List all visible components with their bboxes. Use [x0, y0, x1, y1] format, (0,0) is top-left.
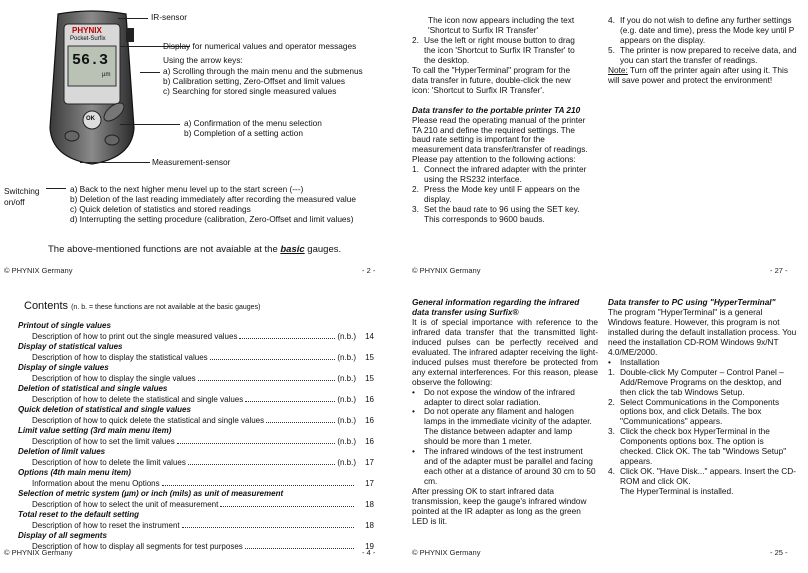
- installed-text: The HyperTerminal is installed.: [620, 486, 734, 497]
- toc-desc: Description of how to display all segments for test purposes: [32, 541, 243, 551]
- toc-page: 14: [365, 331, 374, 341]
- step-text: Double-click My Computer – Control Panel – Add/Remove Programs on the desktop, and then click the tab Windows Setup.: [620, 366, 784, 397]
- ir-after: After pressing OK to start infrared data transmission, keep the gauge's infrared window pointed at the IR adapter as long as the green LED is lit.: [412, 486, 587, 526]
- footer-page-number: - 4 -: [362, 548, 376, 557]
- toc-leader: [177, 437, 336, 445]
- toc-page: 19: [365, 541, 374, 551]
- page27-left-column: [412, 16, 588, 225]
- toc-nb: (n.b.): [337, 352, 356, 362]
- toc-desc: Description of how to reset the instrument: [32, 520, 180, 530]
- step-number: 4.: [608, 15, 615, 25]
- label-mode-item: d) Interrupting the setting procedure (calibration, Zero-Offset and limit values): [70, 214, 354, 224]
- basic-note-text: The above-mentioned functions are not avaiable at the: [48, 244, 281, 255]
- toc-entry: [32, 353, 374, 363]
- label-switching: Switching: [4, 186, 40, 196]
- toc-heading: Deletion of statistical and single values: [18, 384, 168, 393]
- step-text: Connect the infrared adapter with the printer using the RS232 interface.: [424, 164, 587, 185]
- toc-heading: Printout of single values: [18, 321, 111, 330]
- device-ok-key: OK: [86, 116, 95, 122]
- label-arrow-item: c) Searching for stored single measured values: [163, 86, 337, 96]
- toc-nb: (n.b.): [337, 331, 356, 341]
- step-text: Click OK. "Have Disk..." appears. Insert the CD-ROM and click OK.: [620, 466, 797, 487]
- label-switching: on/off: [4, 197, 25, 207]
- toc-page: 16: [365, 436, 374, 446]
- intro-line: 'Shortcut to Surfix IR Transfer': [428, 24, 539, 35]
- toc-desc: Description of how to delete the limit values: [32, 457, 186, 467]
- toc-heading: Display of single values: [18, 363, 109, 372]
- toc-leader: [182, 521, 354, 529]
- basic-note-text: gauges.: [304, 244, 342, 255]
- toc-page: 16: [365, 415, 374, 425]
- toc-leader: [162, 479, 354, 487]
- step-number: 5.: [608, 44, 615, 55]
- step-number: 1.: [412, 164, 419, 175]
- toc-desc: Description of how to set the limit values: [32, 436, 175, 446]
- device-unit: µm: [102, 72, 111, 78]
- step-text: If you do not wish to define any further settings (e.g. date and time), press the Mode key until P appears on the display.: [620, 15, 795, 45]
- step-number: 1.: [608, 366, 615, 377]
- ir-heading: General information regarding the infrared data transfer using Surfix®: [412, 297, 580, 317]
- step-number: 2.: [412, 34, 419, 45]
- toc-entry: [32, 374, 374, 384]
- toc-heading: Quick deletion of statistical and single values: [18, 405, 191, 414]
- toc-leader: [239, 332, 335, 340]
- footer-page-number: - 2 -: [362, 266, 376, 275]
- install-label: Installation: [620, 356, 660, 367]
- toc-leader: [210, 353, 336, 361]
- pc-heading: Data transfer to PC using "HyperTerminal": [608, 297, 776, 307]
- device-illustration: [44, 8, 140, 168]
- page27-right-column: [608, 16, 798, 86]
- basic-note: [48, 244, 341, 256]
- label-ir-sensor: IR-sensor: [151, 12, 187, 22]
- footer-copyright: © PHYNIX Germany: [412, 548, 481, 557]
- toc-nb: (n.b.): [337, 415, 356, 425]
- step-number: 3.: [608, 426, 615, 437]
- printer-heading: Data transfer to the portable printer TA 210: [412, 104, 581, 115]
- toc-entry: [32, 479, 374, 489]
- step-text: Set the baud rate to 96 using the SET key. This corresponds to 9600 bauds.: [424, 204, 580, 225]
- label-mode-item: a) Back to the next higher menu level up to the start screen (---): [70, 184, 304, 194]
- toc-nb: (n.b.): [337, 436, 356, 446]
- toc-page: 15: [365, 352, 374, 362]
- toc-desc: Information about the menu Options: [32, 478, 160, 488]
- toc-page: 15: [365, 373, 374, 383]
- step-number: 3.: [412, 204, 419, 215]
- contents-heading: Contents: [24, 300, 69, 312]
- footer-page-number: - 27 -: [770, 266, 788, 275]
- step-number: 2.: [608, 396, 615, 407]
- toc-desc: Description of how to select the unit of measurement: [32, 499, 219, 509]
- label-mode-item: b) Deletion of the last reading immediately after recording the measured value: [70, 194, 356, 204]
- toc-leader: [198, 374, 336, 382]
- call-text: To call the "HyperTerminal" program for the data transfer in future, double-click the new icon: 'Shortcut to Surfix IR Transfer'.: [412, 64, 571, 95]
- toc-nb: (n.b.): [337, 394, 356, 404]
- toc-leader: [245, 395, 335, 403]
- footer-copyright: © PHYNIX Germany: [4, 548, 73, 557]
- toc-desc: Description of how to print out the single measured values: [32, 331, 238, 341]
- toc-heading: Total reset to the default setting: [18, 510, 140, 519]
- footer-copyright: © PHYNIX Germany: [412, 266, 481, 275]
- step-text: Select Communications in the Components options box, and click Details. The box "Communications" appears.: [620, 396, 780, 427]
- note-text: Turn off the printer again after using it. This will save power and protect the environment!: [608, 64, 789, 85]
- toc-nb: (n.b.): [337, 373, 356, 383]
- toc-page: 17: [365, 478, 374, 488]
- label-display: Display for numerical values and operator messages: [163, 41, 357, 51]
- toc-heading: Options (4th main menu item): [18, 468, 131, 477]
- toc-entry: [32, 500, 374, 510]
- step-text: Click the check box HyperTerminal in the Components options box. The option is checked. Click OK. The tab "Windows Setup" appears.: [620, 426, 787, 467]
- ir-bullet: Do not operate any filament and halogen lamps in the immediate vicinity of the adapter. The distance between adapter and lamp should be more than 1 meter.: [424, 406, 592, 447]
- page25-right-column: Data transfer to PC using "HyperTerminal" The program "HyperTerminal" is a general Windows feature. However, this program is not installed during the default installation process. You need the installation CD-ROM Windows 9x/NT 4.0/ME/2000. • Installation 1. Double-click My Computer – Control Panel – Add/Remove Programs on the desktop, and then click the tab Windows Setup. 2. Select Communications in the Components options box, and click Details. The box "Communications" appears. 3. Click the check box HyperTerminal in the Components options box. The option is checked. Click OK. The tab "Windows Setup" appears. 4. Click OK. "Have Disk..." appears. Insert the CD-ROM and click OK. The HyperTerminal is installed.: [608, 297, 797, 497]
- toc-entry: [32, 542, 374, 552]
- toc-entry: [32, 521, 374, 531]
- label-arrow-intro: Using the arrow keys:: [163, 55, 243, 65]
- ir-bullet: Do not expose the window of the infrared adapter to direct solar radiation.: [424, 386, 575, 407]
- note-label: Note:: [608, 64, 628, 75]
- toc-heading: Deletion of limit values: [18, 447, 106, 456]
- toc-desc: Description of how to display the single values: [32, 373, 196, 383]
- toc-nb: (n.b.): [337, 457, 356, 467]
- step-text: The printer is now prepared to receive data, and you can start the transfer of readings.: [620, 44, 797, 65]
- toc-leader: [188, 458, 335, 466]
- toc-heading: Display of all segments: [18, 531, 107, 540]
- toc-heading: Selection of metric system (µm) or inch (mils) as unit of measurement: [18, 489, 284, 498]
- step-number: 4.: [608, 466, 615, 477]
- label-arrow-item: b) Calibration setting, Zero-Offset and limit values: [163, 76, 345, 86]
- toc-entry: [32, 458, 374, 468]
- toc-page: 18: [365, 520, 374, 530]
- toc-entry: [32, 437, 374, 447]
- page25-left-column: General information regarding the infrared data transfer using Surfix® It is of special importance with reference to the infrared data transfer that the transmitted light-induced pulses can be perfectly received and evaluated. The infrared adapter receiving the light-induced pulses must therefore be protected from any external interferences. For this reason, please observe the following: • Do not expose the window of the infrared adapter to direct solar radiation. • Do not operate any filament and halogen lamps in the immediate vicinity of the adapter. The distance between adapter and lamp should be more than 1 meter. • The infrared windows of the test instrument and of the adapter must be parallel and facing each other at a distance of around 30 cm to 50 cm. After pressing OK to start infrared data transmission, keep the gauge's infrared window pointed at the IR adapter as long as the green LED is lit.: [412, 297, 598, 526]
- toc-heading: Display of statistical values: [18, 342, 123, 351]
- toc-leader: [266, 416, 335, 424]
- step-text: Use the left or right mouse button to drag the icon 'Shortcut to Surfix IR Transfer' to the desktop.: [424, 34, 575, 65]
- intro-line: The icon now appears including the text: [428, 15, 575, 25]
- label-measurement-sensor: Measurement-sensor: [152, 157, 231, 167]
- toc-heading: Limit value setting (3rd main menu item): [18, 426, 172, 435]
- toc-page: 17: [365, 457, 374, 467]
- toc-entry: [32, 332, 374, 342]
- ir-para: It is of special importance with reference to the infrared data transfer that the transmitted light-induced pulses can be perfectly received and evaluated. The infrared adapter receiving the light-induced pulses must therefore be protected from any external interferences. For this reason, please observe the following:: [412, 316, 598, 387]
- printer-para: Please read the operating manual of the printer TA 210 and define the required settings. The baud rate setting is important for the measurement data transfer/transfer of readings. Please pay attention to the following actions:: [412, 114, 588, 165]
- toc-entry: [32, 395, 374, 405]
- label-mode-item: c) Quick deletion of statistics and stored readings: [70, 204, 251, 214]
- toc-entry: [32, 416, 374, 426]
- toc-page: 18: [365, 499, 374, 509]
- contents-title: [24, 300, 260, 313]
- contents-note: (n. b. = these functions are not available at the basic gauges): [71, 304, 261, 311]
- toc-desc: Description of how to quick delete the statistical and single values: [32, 415, 265, 425]
- toc-desc: Description of how to delete the statistical and single values: [32, 394, 244, 404]
- toc-page: 16: [365, 394, 374, 404]
- label-arrow-item: a) Scrolling through the main menu and the submenus: [163, 66, 363, 76]
- pc-para: The program "HyperTerminal" is a general Windows feature. However, this program is not installed during the default installation process. You need the installation CD-ROM Windows 9x/NT 4.0/ME/2000.: [608, 306, 797, 357]
- device-model: Pocket-Surfix: [70, 36, 106, 42]
- footer-page-number: - 25 -: [770, 548, 788, 557]
- device-reading: 56.3: [72, 52, 109, 69]
- step-number: 2.: [412, 184, 419, 195]
- ir-bullet: The infrared windows of the test instrument and of the adapter must be parallel and facing each other at a distance of around 30 cm to 50 cm.: [424, 446, 596, 487]
- label-ok-item: a) Confirmation of the menu selection: [184, 118, 322, 128]
- device-brand: PHYNIX: [72, 26, 102, 35]
- footer-copyright: © PHYNIX Germany: [4, 266, 73, 275]
- toc-leader: [220, 500, 354, 508]
- toc-desc: Description of how to display the statistical values: [32, 352, 208, 362]
- toc-leader: [245, 542, 354, 550]
- label-ok-item: b) Completion of a setting action: [184, 128, 303, 138]
- basic-note-emph: basic: [280, 244, 305, 255]
- step-text: Press the Mode key until F appears on the display.: [424, 184, 580, 205]
